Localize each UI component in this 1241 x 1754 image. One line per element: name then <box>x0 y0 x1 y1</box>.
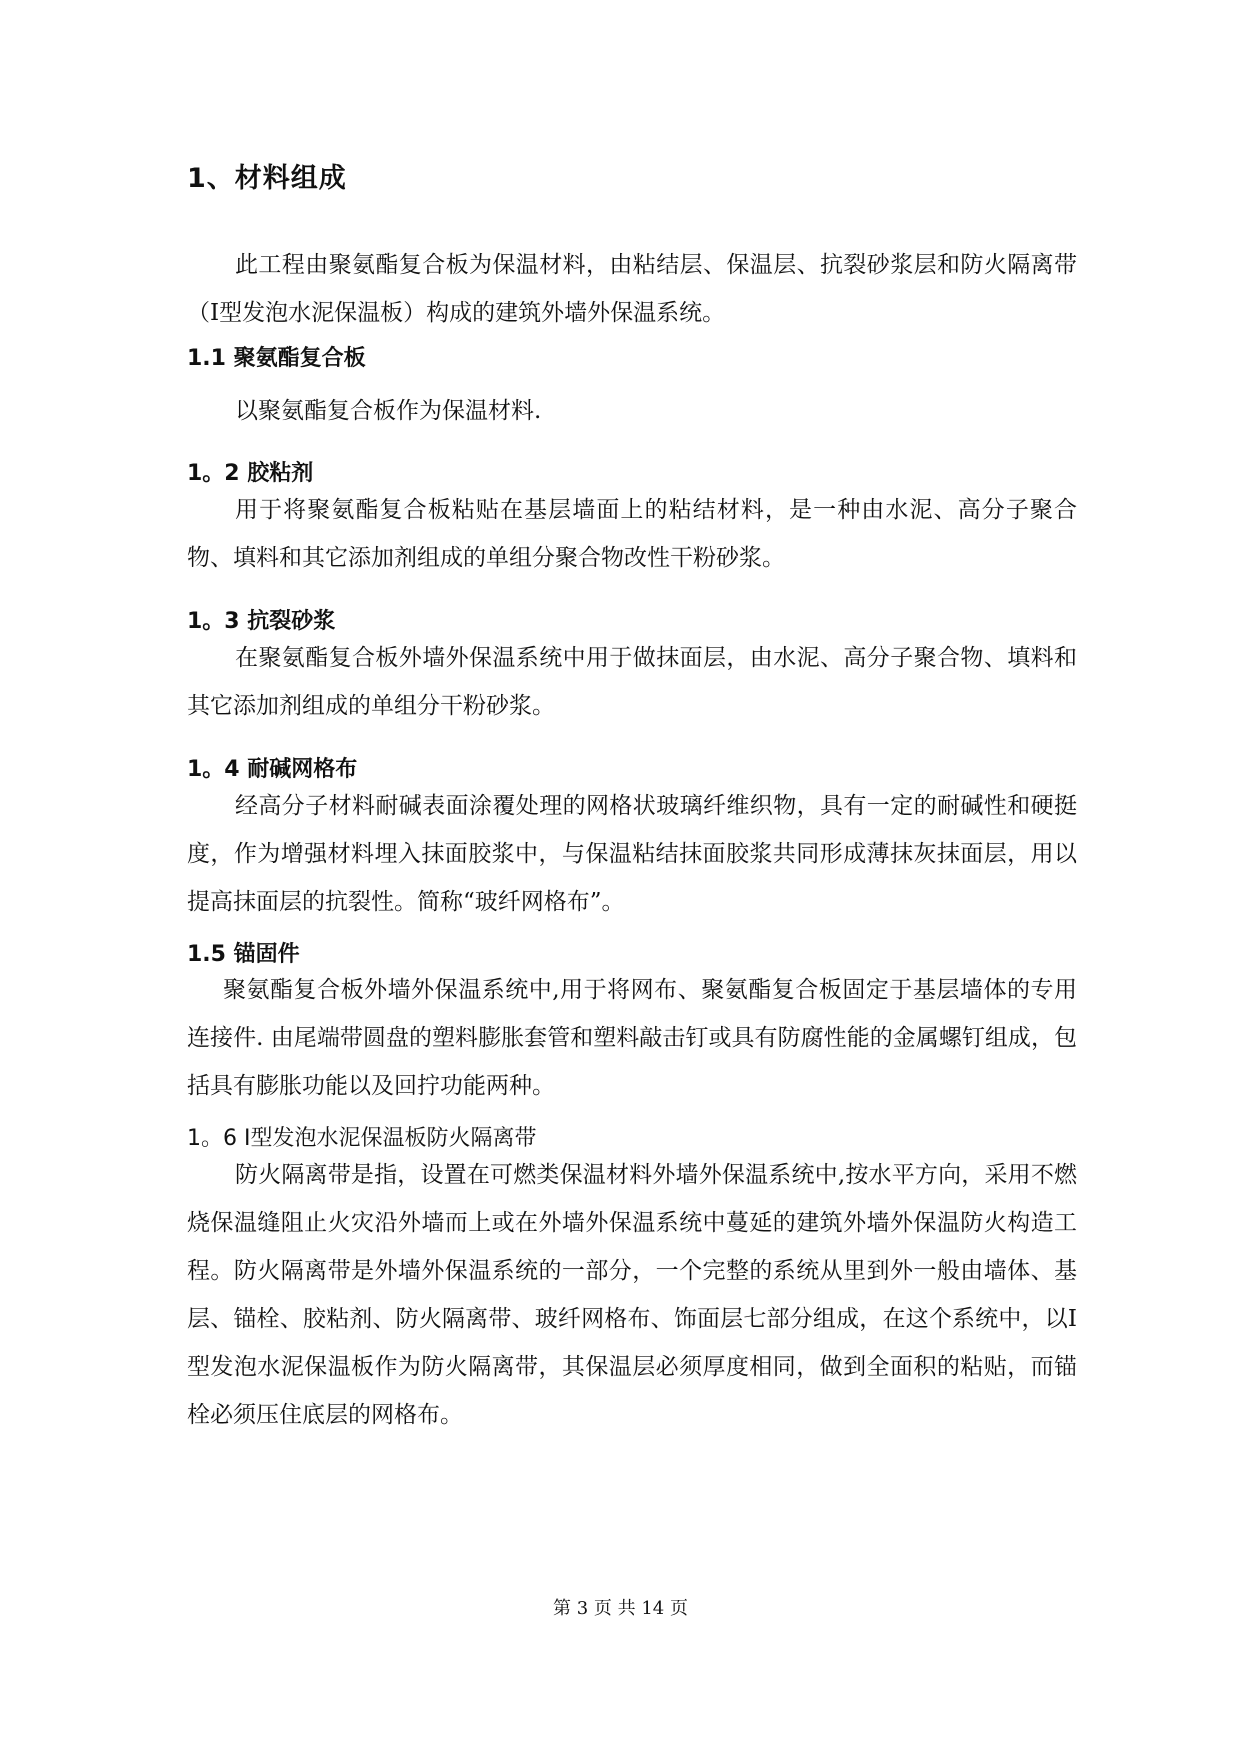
subsection-body-1-5: 聚氨酯复合板外墙外保温系统中,用于将网布、聚氨酯复合板固定于基层墙体的专用连接件. 由尾端带圆盘的塑料膨胀套管和塑料敲击钉或具有防腐性能的金属螺钉组成，包括具有膨胀功能以及回拧功能两种。 <box>187 977 1077 1099</box>
subsection-title-1-5: 1.5 锚固件 <box>187 942 300 967</box>
subsection-title-1-4: 1。4 耐碱网格布 <box>187 757 358 782</box>
subsection-title-1-2: 1。2 胶粘剂 <box>187 461 314 486</box>
subsection-body-1-4: 经高分子材料耐碱表面涂覆处理的网格状玻璃纤维织物，具有一定的耐碱性和硬挺度，作为增强材料埋入抹面胶浆中，与保温粘结抹面胶浆共同形成薄抹灰抹面层，用以提高抹面层的抗裂性。简称“玻纤网格布”。 <box>187 793 1077 915</box>
subsection-body-1-1: 以聚氨酯复合板作为保温材料. <box>235 398 542 424</box>
subsection-body-1-2: 用于将聚氨酯复合板粘贴在基层墙面上的粘结材料，是一种由水泥、高分子聚合物、填料和其它添加剂组成的单组分聚合物改性干粉砂浆。 <box>187 497 1077 571</box>
page-footer: 第 3 页 共 14 页 <box>553 1598 688 1619</box>
section-heading: 1、材料组成 <box>187 163 347 194</box>
subsection-title-1-3: 1。3 抗裂砂浆 <box>187 609 336 634</box>
subsection-body-1-6: 防火隔离带是指，设置在可燃类保温材料外墙外保温系统中,按水平方向，采用不燃烧保温缝阻止火灾沿外墙而上或在外墙外保温系统中蔓延的建筑外墙外保温防火构造工程。防火隔离带是外墙外保温系统的一部分，一个完整的系统从里到外一般由墙体、基层、锚栓、胶粘剂、防火隔离带、玻纤网格布、饰面层七部分组成，在这个系统中，以Ⅰ型发泡水泥保温板作为防火隔离带，其保温层必须厚度相同，做到全面积的粘贴，而锚栓必须压住底层的网格布。 <box>187 1162 1077 1428</box>
intro-paragraph: 此工程由聚氨酯复合板为保温材料，由粘结层、保温层、抗裂砂浆层和防火隔离带（Ⅰ型发泡水泥保温板）构成的建筑外墙外保温系统。 <box>187 252 1077 326</box>
subsection-body-1-3: 在聚氨酯复合板外墙外保温系统中用于做抹面层，由水泥、高分子聚合物、填料和其它添加剂组成的单组分干粉砂浆。 <box>187 645 1077 719</box>
subsection-title-1-1: 1.1 聚氨酯复合板 <box>187 346 366 371</box>
subsection-title-1-6: 1。6 Ⅰ型发泡水泥保温板防火隔离带 <box>187 1126 537 1151</box>
